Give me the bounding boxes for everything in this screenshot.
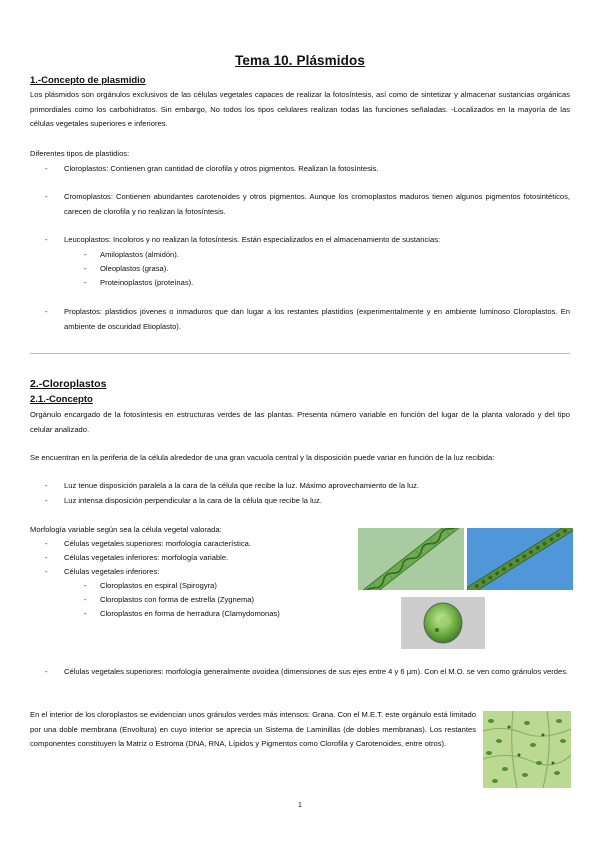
item-luz-intensa: Luz intensa disposición perpendicular a la cara de la célula que recibe la luz. xyxy=(64,496,322,505)
item-inferiores: Células vegetales inferiores: xyxy=(64,567,160,576)
item-leucoplastos: Leucoplastos: Incoloros y no realizan la fotosíntesis. Están especializados en el almacenamiento de sustancias: xyxy=(64,235,441,244)
disposition-paragraph: Se encuentran en la periferia de la célula alrededor de una gran vacuola central y la disposición puede variar en función de la luz recibida: xyxy=(30,453,495,462)
bullet-dash: - xyxy=(45,496,48,505)
leaf-cells-illustration xyxy=(483,711,571,788)
page-number: 1 xyxy=(298,802,302,809)
cloroplastos-concept-paragraph: Orgánulo encargado de la fotosíntesis en estructuras verdes de las plantas. Presenta número variable en función del lugar de la planta valorado y del tipo celular analizado. xyxy=(30,410,570,434)
item-superiores-caracteristica: Células vegetales superiores: morfología característica. xyxy=(64,539,251,548)
item-espiral: Cloroplastos en espiral (Spirogyra) xyxy=(100,581,217,590)
bullet-dash: - xyxy=(45,192,48,201)
section-1-paragraph: Los plásmidos son orgánulos exclusivos de las células vegetales capaces de realizar la fotosíntesis, así como de sintetizar y almacenar sustancias orgánicas primordiales como los carbohidratos. Sin embargo, No todos los tipos celulares realizan todas las funciones señaladas. -Localizados en la mayoría de las células vegetales superiores e inferiores. xyxy=(30,90,570,128)
item-proplastos: Proplastos: plastidios jóvenes o inmaduros que dan lugar a los restantes plastidios (experimentalmente y en ambiente luminoso Cloroplastos. En ambiente de oscuridad Etioplasto). xyxy=(64,307,570,331)
sub-bullet-dash: - xyxy=(84,595,87,604)
sub-bullet-dash: - xyxy=(84,581,87,590)
item-herradura: Cloroplastos en forma de herradura (Clamydomonas) xyxy=(100,609,280,618)
spirogyra-illustration xyxy=(358,528,464,590)
bullet-dash: - xyxy=(45,307,48,316)
item-oleoplastos: Oleoplastos (grasa). xyxy=(100,264,169,273)
section-2-heading: 2.-Cloroplastos xyxy=(30,378,107,390)
item-amiloplastos: Amiloplastos (almidón). xyxy=(100,250,179,259)
sub-bullet-dash: - xyxy=(84,250,87,259)
bullet-dash: - xyxy=(45,235,48,244)
bullet-dash: - xyxy=(45,539,48,548)
leaf-cells-micrograph xyxy=(483,711,571,788)
bullet-dash: - xyxy=(45,667,48,676)
item-luz-tenue: Luz tenue disposición paralela a la cara de la célula que recibe la luz. Máximo aprovechamiento de la luz. xyxy=(64,481,420,490)
sub-bullet-dash: - xyxy=(84,609,87,618)
sub-bullet-dash: - xyxy=(84,278,87,287)
item-estrella: Cloroplastos con forma de estrella (Zygnema) xyxy=(100,595,255,604)
item-cloroplastos: Cloroplastos: Contienen gran cantidad de clorofila y otros pigmentos. Realizan la fotosíntesis. xyxy=(64,164,379,173)
chloroplast-interior-paragraph: En el interior de los cloroplastos se evidencian unos gránulos verdes más intensos: Grana. Con el M.E.T. este orgánulo está limitado por una doble membrana (Envoltura) en cuyo interior se aprecia un Sistema de Laminillas (de dobles membranas). Los restantes componentes constituyen la Matriz o Estroma (DNA, RNA, Lípidos y Pigmentos como Clorofila y Carotenoides, entre otros). xyxy=(30,710,476,748)
sub-bullet-dash: - xyxy=(84,264,87,273)
bullet-dash: - xyxy=(45,164,48,173)
item-superiores-ovoidea: Células vegetales superiores: morfología generalmente ovoidea (dimensiones de sus ejes entre 4 y 6 μm). Con el M.O. se ven como gránulos verdes. xyxy=(64,667,569,676)
bullet-dash: - xyxy=(45,481,48,490)
spirogyra-micrograph xyxy=(358,528,464,590)
clamydomonas-illustration xyxy=(401,597,485,649)
item-proteinoplastos: Proteinoplastos (proteínas). xyxy=(100,278,194,287)
item-inferiores-variable: Células vegetales inferiores: morfología variable. xyxy=(64,553,229,562)
clamydomonas-micrograph xyxy=(401,597,485,649)
bullet-dash: - xyxy=(45,567,48,576)
plastid-types-intro: Diferentes tipos de plastidios: xyxy=(30,149,130,158)
page-title: Tema 10. Plásmidos xyxy=(235,53,365,68)
subsection-2-1-heading: 2.1.-Concepto xyxy=(30,394,93,405)
morphology-intro: Morfología variable según sea la célula vegetal valorada: xyxy=(30,525,222,534)
item-cromoplastos: Cromoplastos: Contienen abundantes carotenoides y otros pigmentos. Aunque los cromoplastos maduros tienen algunos pigmentos fotosintéticos, carecen de clorofila y no realizan la fotosíntesis. xyxy=(64,192,570,216)
section-divider xyxy=(30,353,570,354)
bullet-dash: - xyxy=(45,553,48,562)
section-1-heading: 1.-Concepto de plasmidio xyxy=(30,75,146,86)
zygnema-illustration xyxy=(467,528,573,590)
zygnema-micrograph xyxy=(467,528,573,590)
